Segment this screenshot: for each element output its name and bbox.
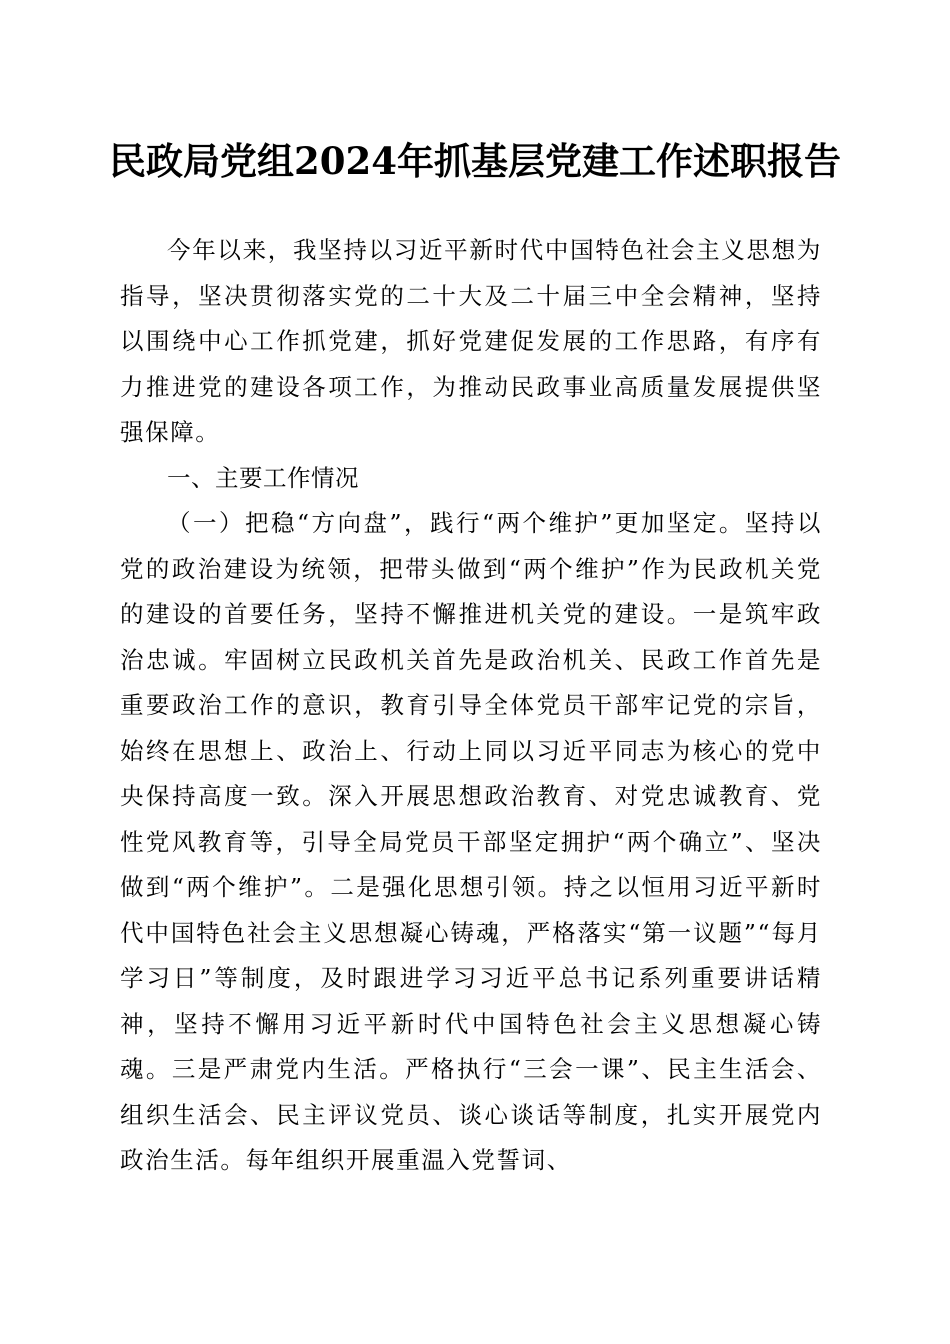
- intro-paragraph: 今年以来，我坚持以习近平新时代中国特色社会主义思想为指导，坚决贯彻落实党的二十大及二十届三中全会精神，坚持以围绕中心工作抓党建，抓好党建促发展的工作思路，有序有力推进党的建设各项工作，为推动民政事业高质量发展提供坚强保障。: [120, 236, 822, 446]
- section-heading-main-work: 一、主要工作情况: [167, 463, 359, 492]
- document-body: [120, 228, 822, 1174]
- document-title: 民政局党组2024年抓基层党建工作述职报告: [109, 139, 841, 183]
- section-body-clip: [120, 501, 822, 1174]
- section-paragraph-direction: （一）把稳“方向盘”，践行“两个维护”更加坚定。坚持以党的政治建设为统领，把带头做到“两个维护”作为民政机关党的建设的首要任务，坚持不懈推进机关党的建设。一是筑牢政治忠诚。牢固树立民政机关首先是政治机关、民政工作首先是重要政治工作的意识，教育引导全体党员干部牢记党的宗旨，始终在思想上、政治上、行动上同以习近平同志为核心的党中央保持高度一致。深入开展思想政治教育、对党忠诚教育、党性党风教育等，引导全局党员干部坚定拥护“两个确立”、坚决做到“两个维护”。二是强化思想引领。持之以恒用习近平新时代中国特色社会主义思想凝心铸魂，严格落实“第一议题”“每月学习日”等制度，及时跟进学习习近平总书记系列重要讲话精神，坚持不懈用习近平新时代中国特色社会主义思想凝心铸魂。三是严肃党内生活。严格执行“三会一课”、民主生活会、组织生活会、民主评议党员、谈心谈话等制度，扎实开展党内政治生活。每年组织开展重温入党誓词、: [120, 509, 822, 1174]
